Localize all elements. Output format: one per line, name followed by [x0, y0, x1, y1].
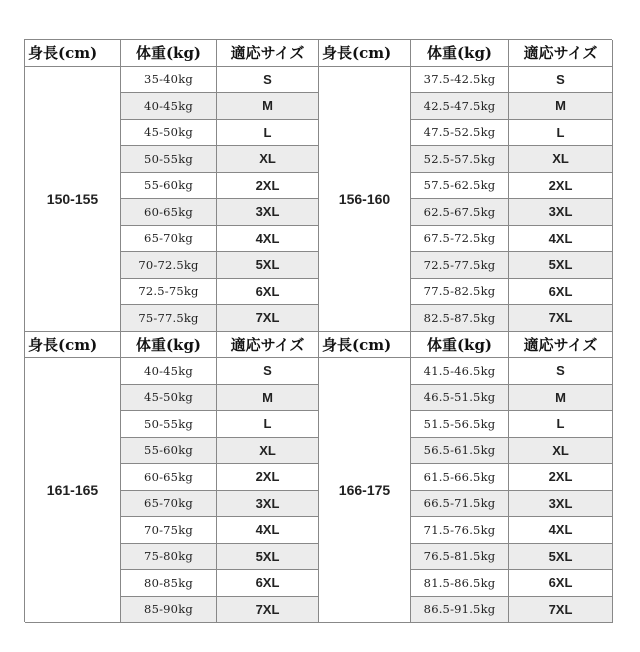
weight-cell: 76.5-81.5kg [411, 544, 509, 571]
header-weight-left-top: 体重(kg) [121, 40, 217, 67]
size-cell: XL [509, 438, 613, 465]
size-cell: XL [217, 146, 319, 173]
height-range-156-160: 156-160 [319, 67, 411, 332]
size-cell: M [509, 93, 613, 120]
weight-cell: 52.5-57.5kg [411, 146, 509, 173]
size-cell: 2XL [509, 464, 613, 491]
header-height-right-bottom: 身長(cm) [319, 332, 411, 359]
size-cell: 4XL [509, 226, 613, 253]
size-cell: S [509, 67, 613, 94]
size-cell: 4XL [509, 517, 613, 544]
size-cell: 4XL [217, 226, 319, 253]
weight-cell: 67.5-72.5kg [411, 226, 509, 253]
weight-cell: 37.5-42.5kg [411, 67, 509, 94]
weight-cell: 86.5-91.5kg [411, 597, 509, 624]
size-cell: 5XL [217, 544, 319, 571]
size-cell: L [217, 120, 319, 147]
weight-cell: 65-70kg [121, 491, 217, 518]
header-height-left-bottom: 身長(cm) [25, 332, 121, 359]
weight-cell: 40-45kg [121, 93, 217, 120]
header-size-right-top: 適応サイズ [509, 40, 613, 67]
header-weight-right-top: 体重(kg) [411, 40, 509, 67]
weight-cell: 41.5-46.5kg [411, 358, 509, 385]
weight-cell: 75-77.5kg [121, 305, 217, 332]
weight-cell: 50-55kg [121, 411, 217, 438]
size-cell: S [217, 67, 319, 94]
weight-cell: 75-80kg [121, 544, 217, 571]
weight-cell: 35-40kg [121, 67, 217, 94]
size-cell: M [217, 93, 319, 120]
size-cell: 7XL [217, 597, 319, 624]
weight-cell: 62.5-67.5kg [411, 199, 509, 226]
weight-cell: 65-70kg [121, 226, 217, 253]
weight-cell: 50-55kg [121, 146, 217, 173]
size-cell: 6XL [509, 279, 613, 306]
weight-cell: 66.5-71.5kg [411, 491, 509, 518]
weight-cell: 72.5-75kg [121, 279, 217, 306]
size-cell: L [509, 411, 613, 438]
size-cell: 3XL [217, 199, 319, 226]
size-cell: S [217, 358, 319, 385]
size-cell: L [509, 120, 613, 147]
weight-cell: 45-50kg [121, 120, 217, 147]
size-cell: M [509, 385, 613, 412]
weight-cell: 85-90kg [121, 597, 217, 624]
weight-cell: 40-45kg [121, 358, 217, 385]
size-cell: 4XL [217, 517, 319, 544]
weight-cell: 71.5-76.5kg [411, 517, 509, 544]
size-cell: M [217, 385, 319, 412]
height-range-166-175: 166-175 [319, 358, 411, 623]
weight-cell: 51.5-56.5kg [411, 411, 509, 438]
size-cell: 5XL [509, 252, 613, 279]
weight-cell: 47.5-52.5kg [411, 120, 509, 147]
size-cell: 7XL [509, 305, 613, 332]
header-size-left-bottom: 適応サイズ [217, 332, 319, 359]
header-size-left-top: 適応サイズ [217, 40, 319, 67]
size-cell: XL [217, 438, 319, 465]
weight-cell: 60-65kg [121, 199, 217, 226]
size-cell: 3XL [509, 199, 613, 226]
size-cell: 6XL [217, 570, 319, 597]
size-cell: 3XL [217, 491, 319, 518]
size-cell: 7XL [509, 597, 613, 624]
height-range-161-165: 161-165 [25, 358, 121, 623]
weight-cell: 57.5-62.5kg [411, 173, 509, 200]
weight-cell: 70-72.5kg [121, 252, 217, 279]
size-cell: 6XL [509, 570, 613, 597]
header-weight-left-bottom: 体重(kg) [121, 332, 217, 359]
weight-cell: 45-50kg [121, 385, 217, 412]
weight-cell: 46.5-51.5kg [411, 385, 509, 412]
size-cell: XL [509, 146, 613, 173]
weight-cell: 61.5-66.5kg [411, 464, 509, 491]
size-cell: 5XL [509, 544, 613, 571]
size-cell: 2XL [509, 173, 613, 200]
size-cell: 3XL [509, 491, 613, 518]
size-cell: 2XL [217, 173, 319, 200]
header-weight-right-bottom: 体重(kg) [411, 332, 509, 359]
weight-cell: 42.5-47.5kg [411, 93, 509, 120]
height-range-150-155: 150-155 [25, 67, 121, 332]
size-cell: 7XL [217, 305, 319, 332]
header-height-left-top: 身長(cm) [25, 40, 121, 67]
header-size-right-bottom: 適応サイズ [509, 332, 613, 359]
size-cell: 2XL [217, 464, 319, 491]
weight-cell: 55-60kg [121, 173, 217, 200]
weight-cell: 70-75kg [121, 517, 217, 544]
size-cell: L [217, 411, 319, 438]
weight-cell: 81.5-86.5kg [411, 570, 509, 597]
weight-cell: 60-65kg [121, 464, 217, 491]
weight-cell: 82.5-87.5kg [411, 305, 509, 332]
weight-cell: 55-60kg [121, 438, 217, 465]
weight-cell: 80-85kg [121, 570, 217, 597]
header-height-right-top: 身長(cm) [319, 40, 411, 67]
size-cell: 5XL [217, 252, 319, 279]
weight-cell: 56.5-61.5kg [411, 438, 509, 465]
size-chart-table [24, 39, 612, 622]
weight-cell: 72.5-77.5kg [411, 252, 509, 279]
size-chart [24, 39, 612, 622]
weight-cell: 77.5-82.5kg [411, 279, 509, 306]
size-cell: S [509, 358, 613, 385]
size-cell: 6XL [217, 279, 319, 306]
